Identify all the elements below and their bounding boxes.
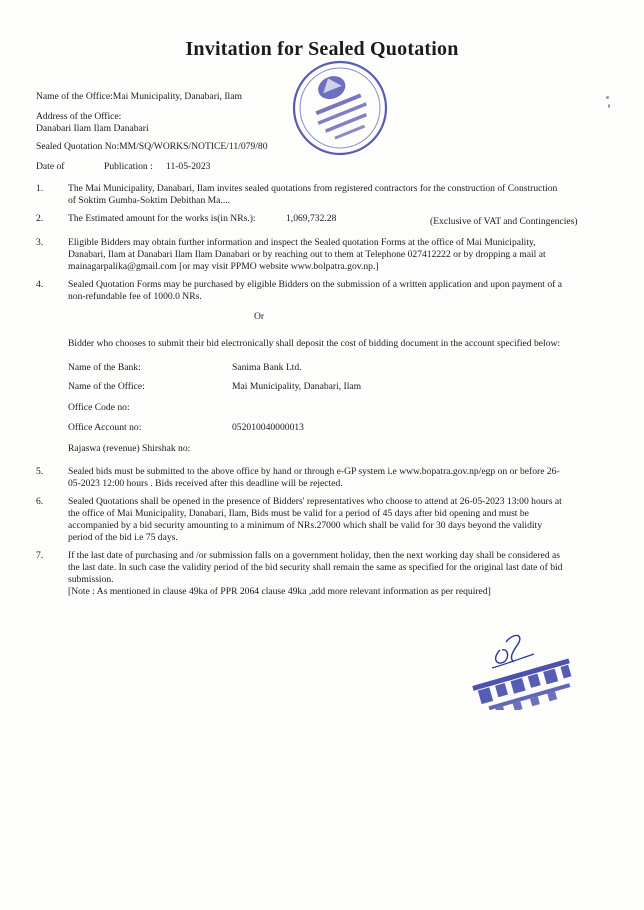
item-line: Danabari, Ilam at Danabari Ilam Ilam Danabari or by reaching out to them at Telephone 027412222 or by dropping a mail at (68, 249, 546, 260)
item-line: period of the bid i.e 75 days. (68, 532, 178, 543)
scan-speck (606, 96, 609, 99)
address-label: Address of the Office: (36, 111, 122, 122)
item-line: Eligible Bidders may obtain further information and inspect the Sealed quotation Forms at the office of Mai Municipality, (68, 237, 536, 248)
item-line: non-refundable fee of 1000.0 NRs. (68, 291, 202, 302)
item-text (68, 237, 604, 273)
item-line: 05-2023 12:00 hours . Bids received after this deadline will be rejected. (68, 478, 343, 489)
item-text (68, 496, 604, 544)
scan-speck (608, 104, 610, 108)
revenue-shirshak-label: Rajaswa (revenue) Shirshak no: (68, 443, 191, 454)
office-account-label: Office Account no: (68, 422, 142, 433)
bank-office-label: Name of the Office: (68, 381, 145, 392)
bank-name-label: Name of the Bank: (68, 362, 141, 373)
engineer-signature-stamp (462, 628, 584, 710)
estimated-amount-label: The Estimated amount for the works is(in NRs.): (68, 213, 256, 224)
item-line: of Soktim Gumba-Soktim Debithan Ma.... (68, 195, 231, 206)
or-text: Or (254, 311, 265, 322)
office-name: Name of the Office:Mai Municipality, Danabari, Ilam (36, 91, 242, 102)
estimated-amount-value: 1,069,732.28 (286, 213, 337, 224)
quotation-number: Sealed Quotation No:MM/SQ/WORKS/NOTICE/11/079/80 (36, 141, 268, 152)
item-number: 1. (36, 183, 44, 194)
publication-date: 11-05-2023 (166, 161, 211, 172)
bank-name-value: Sanima Bank Ltd. (232, 362, 302, 373)
item-line: If the last date of purchasing and /or submission falls on a government holiday, then the next working day shall be considered as (68, 550, 561, 561)
item-line: mainagarpalika@gmail.com [or may visit PPMO website www.bolpatra.gov.np.] (68, 261, 379, 272)
date-label: Date of (36, 161, 65, 172)
item-line: the last date. In such case the validity period of the bid security shall remain the same as specified for the original last date of bid (68, 562, 563, 573)
bank-office-value: Mai Municipality, Danabari, Ilam (232, 381, 362, 392)
item-number: 4. (36, 279, 44, 290)
publication-label: Publication : (104, 161, 153, 172)
item-text (68, 183, 604, 207)
item-number: 6. (36, 496, 44, 507)
item-number: 7. (36, 550, 44, 561)
office-seal-stamp (275, 43, 405, 173)
office-account-value: 052010040000013 (232, 422, 304, 433)
item-number: 2. (36, 213, 44, 224)
item-text (68, 279, 604, 303)
item-line: accompanied by a bid security amounting to a minimum of NRs.27000 which shall be valid for 30 days beyond the validity (68, 520, 543, 531)
item-text (68, 466, 604, 490)
document-title: Invitation for Sealed Quotation (185, 38, 459, 60)
electronic-bid-note: Bidder who chooses to submit their bid electronically shall deposit the cost of bidding document in the account specified below: (68, 338, 561, 349)
item-line: submission. (68, 574, 114, 585)
estimated-amount-note: (Exclusive of VAT and Contingencies) (430, 216, 578, 227)
address-value: Danabari Ilam Ilam Danabari (36, 123, 149, 134)
item-number: 5. (36, 466, 44, 477)
item-text (68, 550, 604, 598)
item-line: the office of Mai Municipality, Danabari, Ilam, Bids must be valid for a period of 45 days after bid opening and must be (68, 508, 529, 519)
office-code-label: Office Code no: (68, 402, 130, 413)
item-line: [Note : As mentioned in clause 49ka of PPR 2064 clause 49ka ,add more relevant information as per required] (68, 586, 491, 597)
item-line: Sealed Quotations shall be opened in the presence of Bidders' representatives who choose to attend at 26-05-2023 13:00 hours at (68, 496, 562, 507)
item-line: The Mai Municipality, Danabari, Ilam invites sealed quotations from registered contractors for the construction of Construction (68, 183, 558, 194)
item-line: Sealed bids must be submitted to the above office by hand or through e-GP system i.e www.bopatra.gov.np/egp on or before 26- (68, 466, 560, 477)
item-number: 3. (36, 237, 44, 248)
item-line: Sealed Quotation Forms may be purchased by eligible Bidders on the submission of a written application and upon payment of a (68, 279, 562, 290)
